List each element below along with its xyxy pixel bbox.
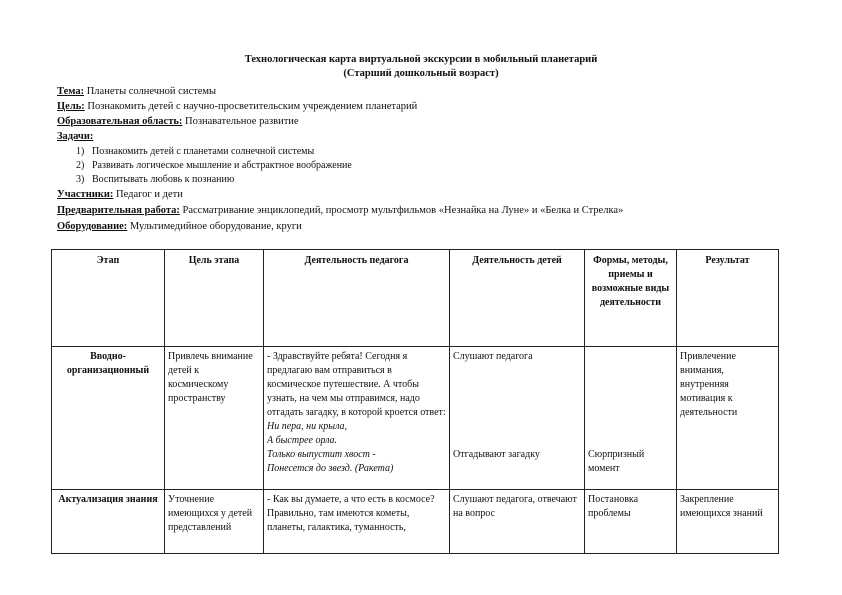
riddle-line: Только выпустит хвост - bbox=[267, 449, 376, 460]
table-header-row bbox=[52, 250, 779, 347]
tasks-label: Задачи: bbox=[57, 131, 94, 142]
participants-line bbox=[57, 189, 183, 200]
task-text: Воспитывать любовь к познанию bbox=[92, 174, 235, 185]
participants-value: Педагог и дети bbox=[113, 189, 183, 200]
result-cell: Закрепление имеющихся знаний bbox=[677, 490, 779, 554]
task-text: Развивать логическое мышление и абстрактное воображение bbox=[92, 160, 352, 171]
header-stage: Этап bbox=[52, 250, 165, 347]
task-item bbox=[76, 160, 352, 171]
goal-line bbox=[57, 101, 417, 112]
children-cell bbox=[450, 347, 585, 490]
task-text: Познакомить детей с планетами солнечной системы bbox=[92, 146, 315, 157]
area-value: Познавательное развитие bbox=[182, 116, 299, 127]
theme-line bbox=[57, 86, 216, 97]
riddle-line: Ни пера, ни крыла, bbox=[267, 421, 348, 432]
riddle-line: А быстрее орла. bbox=[267, 435, 338, 446]
header-forms: Формы, методы, приемы и возможные виды деятельности bbox=[585, 250, 677, 347]
result-cell: Привлечение внимания, внутренняя мотивация к деятельности bbox=[677, 347, 779, 490]
forms-cell: Постановка проблемы bbox=[585, 490, 677, 554]
document-title: Технологическая карта виртуальной экскурсии в мобильный планетарий bbox=[244, 54, 598, 65]
children-text: Отгадывают загадку bbox=[453, 449, 540, 460]
prep-line bbox=[57, 205, 623, 216]
forms-cell bbox=[585, 347, 677, 490]
theme-label: Тема: bbox=[57, 86, 85, 97]
area-label: Образовательная область: bbox=[57, 116, 183, 127]
teacher-cell bbox=[264, 347, 450, 490]
theme-value: Планеты солнечной системы bbox=[84, 86, 217, 97]
stage-cell: Вводно-организационный bbox=[52, 347, 165, 490]
teacher-text: - Как вы думаете, а что есть в космосе? bbox=[267, 494, 435, 505]
equipment-line bbox=[57, 221, 302, 232]
children-text: Слушают педагога bbox=[453, 351, 533, 362]
forms-text: Сюрпризный момент bbox=[588, 449, 645, 474]
participants-label: Участники: bbox=[57, 189, 114, 200]
equipment-label: Оборудование: bbox=[57, 221, 128, 232]
header-teacher-activity: Деятельность педагога bbox=[264, 250, 450, 347]
header-goal: Цель этапа bbox=[165, 250, 264, 347]
goal-value: Познакомить детей с научно-просветительским учреждением планетарий bbox=[84, 101, 418, 112]
teacher-cell bbox=[264, 490, 450, 554]
equipment-value: Мультимедийное оборудование, круги bbox=[127, 221, 302, 232]
document-subtitle: (Старший дошкольный возраст) bbox=[343, 68, 499, 79]
task-number: 1) bbox=[76, 146, 85, 157]
table-row bbox=[52, 490, 779, 554]
header-children-activity: Деятельность детей bbox=[450, 250, 585, 347]
area-line bbox=[57, 116, 299, 127]
teacher-text: Правильно, там имеются кометы, планеты, галактика, туманность, bbox=[267, 508, 410, 533]
tasks-line bbox=[57, 131, 93, 142]
task-item bbox=[76, 146, 314, 157]
goal-cell: Уточнение имеющихся у детей представлений bbox=[165, 490, 264, 554]
prep-label: Предварительная работа: bbox=[57, 205, 180, 216]
goal-label: Цель: bbox=[57, 101, 85, 112]
task-item bbox=[76, 174, 234, 185]
children-cell: Слушают педагога, отвечают на вопрос bbox=[450, 490, 585, 554]
goal-cell: Привлечь внимание детей к космическому пространству bbox=[165, 347, 264, 490]
prep-value: Рассматривание энциклопедий, просмотр мультфильмов «Незнайка на Луне» и «Белка и Стрелка» bbox=[179, 205, 624, 216]
table-row bbox=[52, 347, 779, 490]
teacher-text: - Здравствуйте ребята! Сегодня я предлагаю вам отправиться в космическое путешествие. А чтобы узнать, на чем мы отправимся, надо отгадать загадку, в которой кроется ответ: bbox=[267, 351, 446, 418]
riddle-line: Понесется до звезд. (Ракета) bbox=[267, 463, 394, 474]
stage-cell: Актуализация знания bbox=[52, 490, 165, 554]
task-number: 2) bbox=[76, 160, 85, 171]
header-result: Результат bbox=[677, 250, 779, 347]
plan-table bbox=[51, 249, 779, 554]
task-number: 3) bbox=[76, 174, 85, 185]
